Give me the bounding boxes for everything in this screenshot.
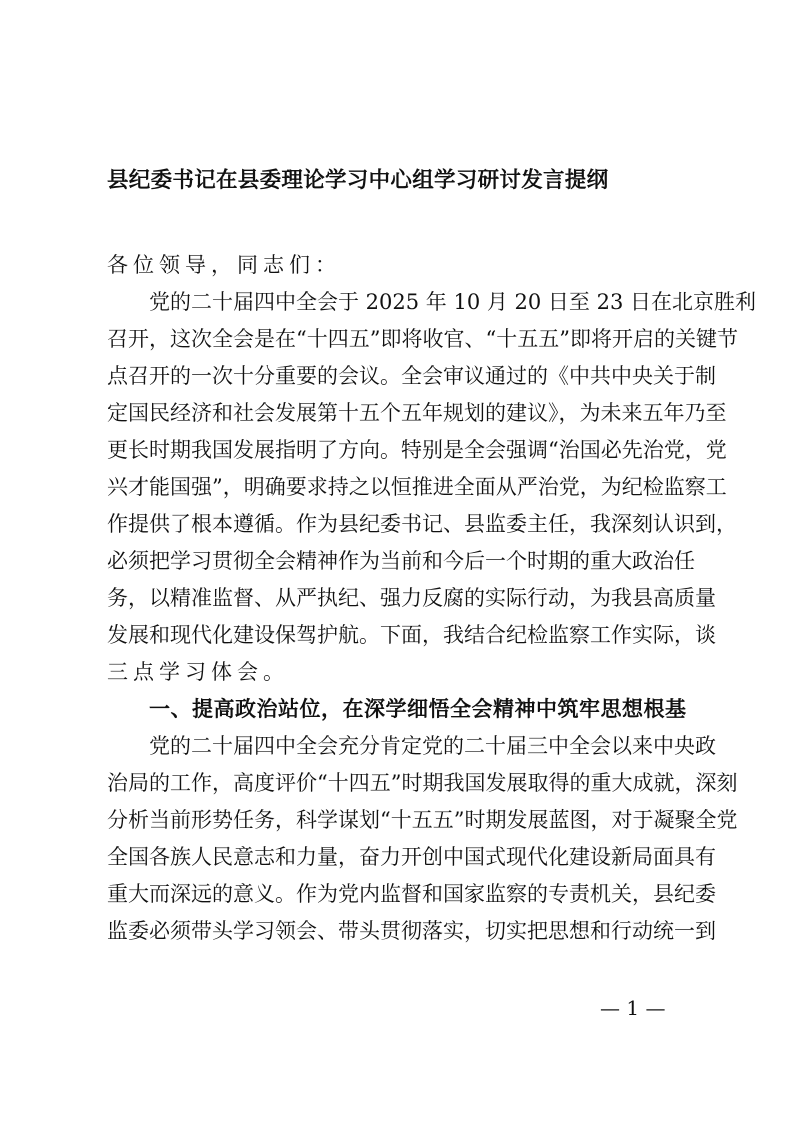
paragraph-line: 治局的工作，高度评价“十四五”时期我国发展取得的重大成就，深刻 [107,771,738,795]
paragraph-line: 作提供了根本遵循。作为县纪委书记、县监委主任，我深刻认识到， [107,512,737,536]
paragraph-line: 党的二十届四中全会于 2025 年 10 月 20 日至 23 日在北京胜利 [149,290,757,314]
section-heading: 一、提高政治站位，在深学细悟全会精神中筑牢思想根基 [149,697,687,721]
paragraph-line: 发展和现代化建设保驾护航。下面，我结合纪检监察工作实际，谈 [107,623,716,647]
paragraph-line: 必须把学习贯彻全会精神作为当前和今后一个时期的重大政治任 [107,549,695,573]
paragraph-line: 分析当前形势任务，科学谋划“十五五”时期发展蓝图，对于凝聚全党 [107,808,738,832]
document-body [107,247,757,950]
paragraph-line: 召开，这次全会是在“十四五”即将收官、“十五五”即将开启的关键节 [107,327,738,351]
paragraph-line: 兴才能国强”，明确要求持之以恒推进全面从严治党，为纪检监察工 [107,475,727,499]
paragraph-line: 监委必须带头学习领会、带头贯彻落实，切实把思想和行动统一到 [107,919,716,943]
paragraph-line: 定国民经济和社会发展第十五个五年规划的建议》，为未来五年乃至 [107,401,727,425]
page-number: — 1 — [600,996,666,1020]
paragraph-line: 点召开的一次十分重要的会议。全会审议通过的《中共中央关于制 [107,364,716,388]
paragraph-line: 务，以精准监督、从严执纪、强力反腐的实际行动，为我县高质量 [107,586,716,610]
paragraph-line: 党的二十届四中全会充分肯定党的二十届三中全会以来中央政 [149,734,716,758]
paragraph-line: 重大而深远的意义。作为党内监督和国家监察的专责机关，县纪委 [107,882,716,906]
salutation: 各位领导，同志们： [107,253,341,277]
paragraph-line: 三点学习体会。 [107,660,289,684]
document-title: 县纪委书记在县委理论学习中心组学习研讨发言提纲 [107,168,609,193]
paragraph-line: 更长时期我国发展指明了方向。特别是全会强调“治国必先治党，党 [107,438,727,462]
paragraph-line: 全国各族人民意志和力量，奋力开创中国式现代化建设新局面具有 [107,845,716,869]
